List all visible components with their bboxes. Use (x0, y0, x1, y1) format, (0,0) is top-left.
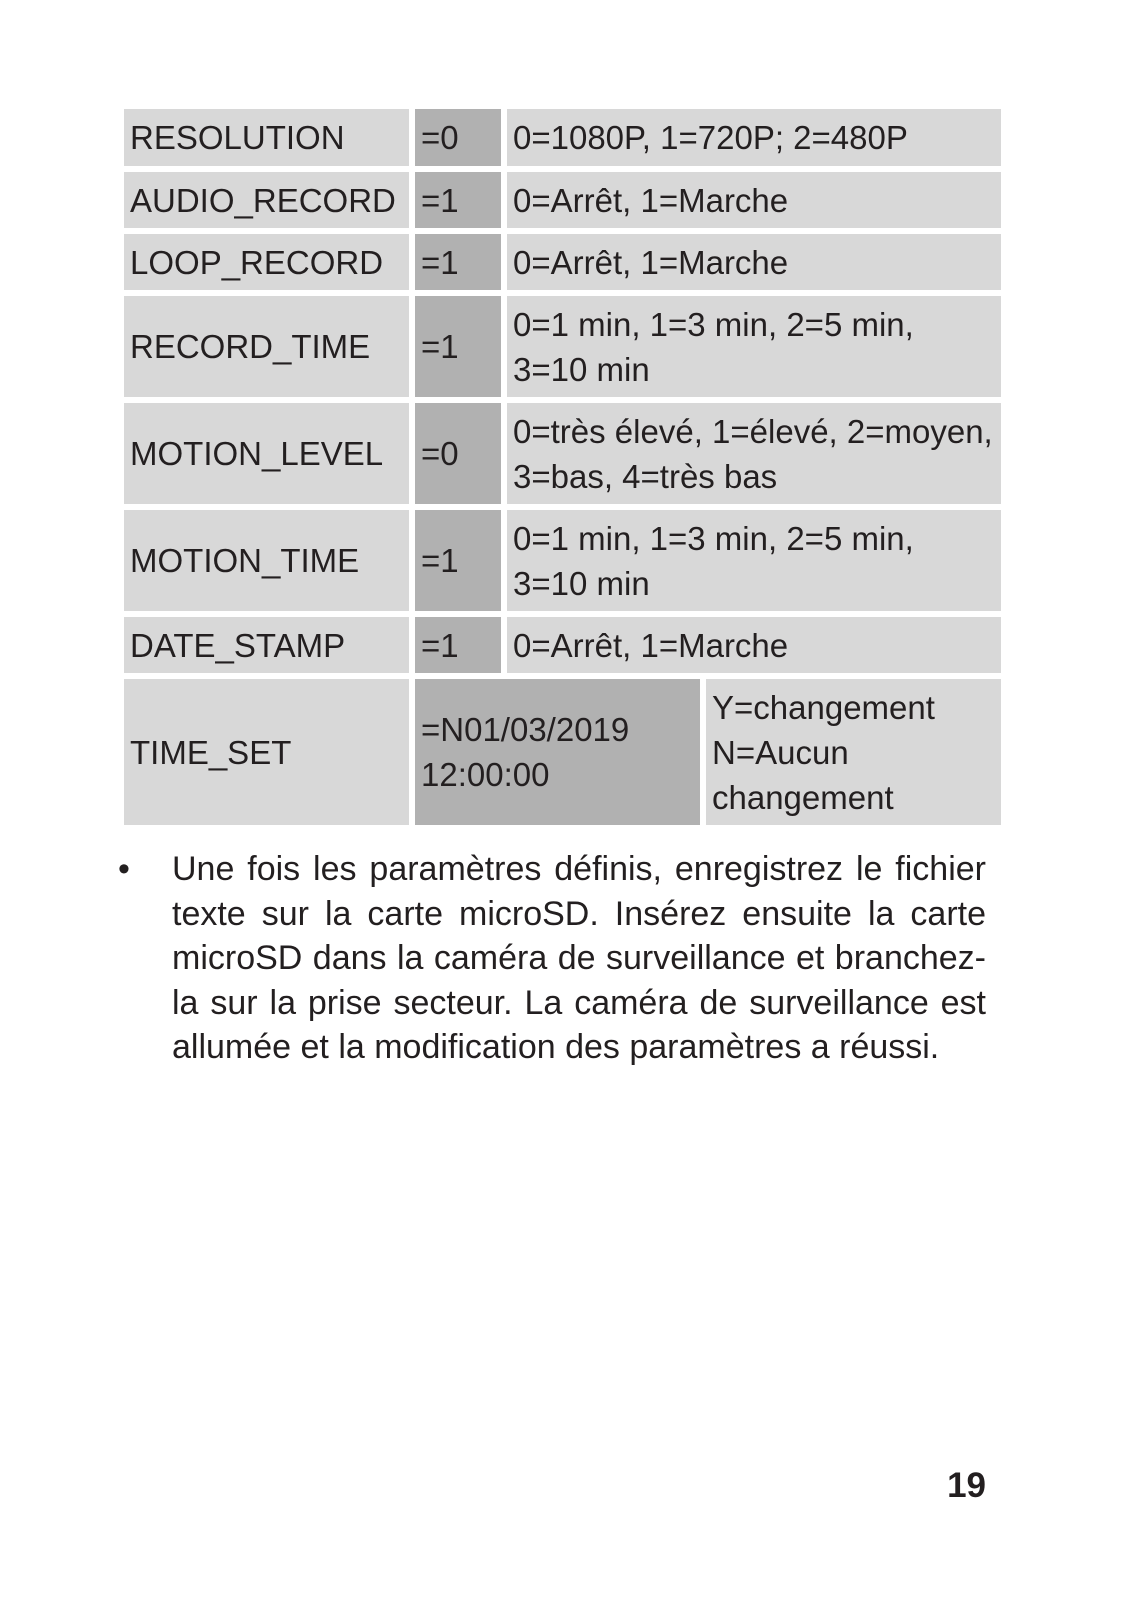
setting-value: =1 (415, 617, 501, 673)
setting-value: =0 (415, 403, 501, 504)
bullet-symbol: • (118, 850, 130, 888)
setting-name: DATE_STAMP (124, 617, 409, 673)
setting-options: 0=Arrêt, 1=Marche (507, 172, 1001, 228)
setting-name: RECORD_TIME (124, 296, 409, 397)
setting-options: 0=Arrêt, 1=Marche (507, 617, 1001, 673)
setting-value: =0 (415, 109, 501, 166)
setting-name: AUDIO_RECORD (124, 172, 409, 228)
setting-options: 0=1 min, 1=3 min, 2=5 min, 3=10 min (507, 510, 1001, 611)
setting-name: LOOP_RECORD (124, 234, 409, 290)
settings-table (124, 109, 1002, 825)
setting-value: =N01/03/2019 12:00:00 (415, 679, 700, 825)
setting-value: =1 (415, 172, 501, 228)
setting-name: TIME_SET (124, 679, 409, 825)
setting-options: Y=changement N=Aucun changement (706, 679, 1001, 825)
bullet-text: Une fois les paramètres définis, enregistrez le fichier texte sur la carte microSD. Insérez ensuite la carte microSD dans la caméra de surveillance et branchez-la sur la prise secteur. La caméra de surveillance est allumée et la modification des paramètres a réussi. (172, 850, 986, 1066)
page-number: 19 (947, 1466, 986, 1505)
setting-value: =1 (415, 234, 501, 290)
setting-name: RESOLUTION (124, 109, 409, 166)
setting-name: MOTION_TIME (124, 510, 409, 611)
setting-options: 0=1 min, 1=3 min, 2=5 min, 3=10 min (507, 296, 1001, 397)
setting-options: 0=Arrêt, 1=Marche (507, 234, 1001, 290)
setting-options: 0=1080P, 1=720P; 2=480P (507, 109, 1001, 166)
setting-value: =1 (415, 296, 501, 397)
setting-value: =1 (415, 510, 501, 611)
setting-name: MOTION_LEVEL (124, 403, 409, 504)
setting-options: 0=très élevé, 1=élevé, 2=moyen, 3=bas, 4=très bas (507, 403, 1001, 504)
